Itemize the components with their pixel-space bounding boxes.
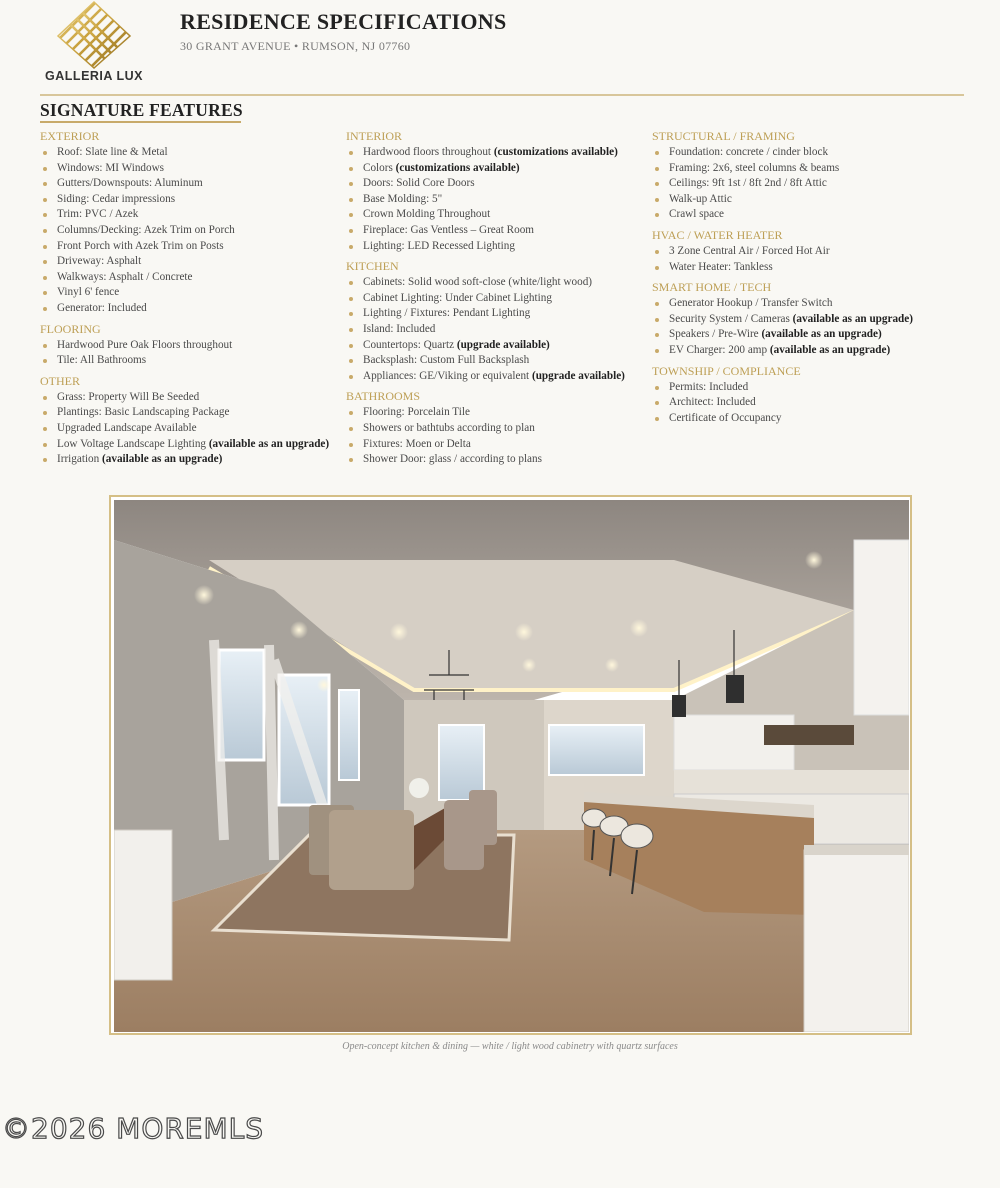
feature-item	[652, 161, 952, 177]
feature-list	[652, 244, 952, 275]
feature-text: Foundation: concrete / cinder block	[669, 146, 829, 158]
feature-item	[652, 296, 952, 312]
feature-text: Columns/Decking: Azek Trim on Porch	[57, 223, 235, 236]
feature-item	[652, 207, 952, 223]
feature-item	[652, 312, 952, 328]
feature-text: Speakers / Pre-Wire	[669, 328, 762, 341]
feature-item	[652, 176, 952, 192]
category-heading: INTERIOR	[346, 129, 402, 143]
feature-item	[346, 275, 646, 291]
category-heading: STRUCTURAL / FRAMING	[652, 129, 795, 143]
feature-text: Crown Molding Throughout	[363, 208, 491, 221]
feature-text: Tile: All Bathrooms	[57, 354, 147, 367]
feature-item	[40, 338, 340, 354]
feature-item	[346, 322, 646, 338]
feature-text: Base Molding: 5"	[363, 192, 443, 205]
feature-item	[652, 260, 952, 276]
feature-list	[346, 275, 646, 384]
feature-item	[40, 207, 340, 223]
feature-list	[652, 380, 952, 427]
feature-text: Shower Door: glass / according to plans	[363, 453, 542, 466]
feature-text: Architect: Included	[669, 396, 756, 409]
feature-item	[346, 145, 646, 161]
photo-caption: Open-concept kitchen & dining — white / light wood cabinetry with quartz surfaces	[342, 1041, 678, 1052]
header-divider	[40, 94, 964, 96]
feature-item	[346, 437, 646, 453]
spec-column-2	[346, 128, 646, 468]
feature-item	[346, 223, 646, 239]
feature-text: Lighting / Fixtures: Pendant Lighting	[363, 307, 531, 320]
upgrade-note: (available as an upgrade)	[769, 343, 891, 356]
section-title: SIGNATURE FEATURES	[40, 100, 243, 120]
feature-list	[40, 338, 340, 369]
feature-list	[652, 296, 952, 358]
feature-text: Upgraded Landscape Available	[57, 421, 197, 434]
feature-text: Front Porch with Azek Trim on Posts	[57, 239, 224, 252]
feature-item	[40, 145, 340, 161]
feature-item	[40, 161, 340, 177]
feature-text: Permits: Included	[669, 380, 749, 393]
category-heading: OTHER	[40, 373, 80, 388]
feature-list	[346, 145, 646, 254]
category-heading: TOWNSHIP / COMPLIANCE	[652, 363, 801, 378]
feature-list	[652, 145, 952, 223]
feature-text: Backsplash: Custom Full Backsplash	[363, 354, 530, 367]
spec-column-1	[40, 128, 340, 468]
category-heading: KITCHEN	[346, 259, 399, 274]
feature-item	[40, 176, 340, 192]
upgrade-note: (customizations available)	[493, 146, 618, 158]
feature-text: Framing: 2x6, steel columns & beams	[669, 161, 840, 174]
category-heading: BATHROOMS	[346, 389, 421, 404]
feature-text: Walkways: Asphalt / Concrete	[57, 270, 193, 283]
feature-item	[40, 421, 340, 437]
feature-text: Doors: Solid Core Doors	[363, 177, 475, 190]
feature-text: Lighting: LED Recessed Lighting	[363, 239, 515, 252]
feature-item	[40, 239, 340, 255]
feature-item	[346, 192, 646, 208]
feature-item	[40, 353, 340, 369]
feature-text: Roof: Slate line & Metal	[57, 146, 168, 158]
feature-item	[652, 327, 952, 343]
feature-list	[40, 145, 340, 317]
feature-item	[346, 207, 646, 223]
feature-list	[346, 405, 646, 467]
feature-text: Windows: MI Windows	[57, 161, 165, 174]
upgrade-note: (upgrade available)	[531, 369, 625, 382]
feature-text: EV Charger: 200 amp	[669, 343, 770, 356]
feature-text: Island: Included	[363, 322, 436, 335]
feature-text: Hardwood floors throughout	[363, 146, 494, 158]
category-heading: FLOORING	[40, 321, 101, 336]
feature-text: Colors	[363, 161, 396, 174]
feature-item	[346, 452, 646, 468]
feature-item	[346, 239, 646, 255]
kitchen-dining-image	[114, 500, 909, 1032]
feature-item	[652, 411, 952, 427]
feature-item	[40, 285, 340, 301]
feature-text: Plantings: Basic Landscaping Package	[57, 406, 230, 419]
feature-item	[40, 270, 340, 286]
logo-emblem-icon	[56, 0, 132, 70]
feature-item	[346, 338, 646, 354]
feature-text: Walk-up Attic	[669, 192, 732, 205]
feature-text: Vinyl 6' fence	[57, 286, 120, 299]
feature-text: Certificate of Occupancy	[669, 411, 782, 424]
feature-list	[40, 390, 340, 468]
feature-text: Appliances: GE/Viking or equivalent	[363, 369, 532, 382]
copyright-watermark: ©2026 MOREMLS	[2, 1112, 265, 1145]
feature-text: Cabinet Lighting: Under Cabinet Lighting	[363, 291, 552, 304]
feature-text: Fixtures: Moen or Delta	[363, 437, 471, 450]
feature-item	[652, 343, 952, 359]
feature-text: Generator Hookup / Transfer Switch	[669, 297, 833, 310]
feature-item	[40, 437, 340, 453]
feature-text: Hardwood Pure Oak Floors throughout	[57, 338, 233, 351]
feature-text: Gutters/Downspouts: Aluminum	[57, 177, 203, 190]
feature-text: Crawl space	[669, 208, 724, 221]
feature-text: Flooring: Porcelain Tile	[363, 406, 470, 419]
feature-text: Grass: Property Will Be Seeded	[57, 390, 200, 403]
feature-text: Cabinets: Solid wood soft-close (white/light wood)	[363, 276, 593, 289]
galleria-lux-logo	[44, 0, 144, 92]
feature-text: Security System / Cameras	[669, 312, 793, 325]
feature-item	[40, 254, 340, 270]
page-title: RESIDENCE SPECIFICATIONS	[180, 9, 507, 34]
category-heading: EXTERIOR	[40, 129, 100, 143]
spec-column-3	[652, 128, 952, 426]
upgrade-note: (available as an upgrade)	[792, 312, 913, 325]
feature-item	[346, 353, 646, 369]
feature-item	[40, 390, 340, 406]
feature-item	[652, 145, 952, 161]
property-address: 30 GRANT AVENUE • RUMSON, NJ 07760	[180, 39, 411, 53]
feature-item	[652, 395, 952, 411]
feature-item	[346, 176, 646, 192]
feature-item	[40, 223, 340, 239]
feature-text: Irrigation	[57, 453, 103, 466]
feature-text: Countertops: Quartz	[363, 338, 457, 351]
feature-item	[40, 452, 340, 468]
feature-item	[346, 405, 646, 421]
feature-item	[346, 306, 646, 322]
feature-text: Showers or bathtubs according to plan	[363, 421, 535, 434]
feature-item	[346, 369, 646, 385]
logo-wordmark: GALLERIA LUX	[45, 69, 143, 83]
category-heading: HVAC / WATER HEATER	[652, 227, 783, 242]
feature-item	[346, 161, 646, 177]
upgrade-note: (customizations available)	[395, 161, 520, 174]
upgrade-note: (available as an upgrade)	[761, 328, 882, 341]
category-heading: SMART HOME / TECH	[652, 280, 772, 295]
feature-text: Fireplace: Gas Ventless – Great Room	[363, 223, 534, 236]
feature-text: Water Heater: Tankless	[669, 260, 773, 273]
feature-item	[652, 244, 952, 260]
feature-text: Siding: Cedar impressions	[57, 192, 176, 205]
feature-item	[346, 291, 646, 307]
upgrade-note: (available as an upgrade)	[208, 437, 330, 450]
section-title-underline	[40, 121, 241, 123]
feature-item	[40, 301, 340, 317]
feature-text: Low Voltage Landscape Lighting	[57, 437, 209, 450]
feature-text: Ceilings: 9ft 1st / 8ft 2nd / 8ft Attic	[669, 177, 827, 190]
feature-item	[40, 192, 340, 208]
feature-item	[652, 192, 952, 208]
upgrade-note: (upgrade available)	[456, 338, 550, 351]
feature-text: Trim: PVC / Azek	[57, 208, 139, 221]
feature-text: 3 Zone Central Air / Forced Hot Air	[669, 244, 830, 257]
feature-text: Driveway: Asphalt	[57, 255, 142, 268]
feature-text: Generator: Included	[57, 301, 147, 314]
feature-item	[652, 380, 952, 396]
feature-item	[346, 421, 646, 437]
kitchen-rendering-photo	[109, 495, 912, 1035]
feature-item	[40, 405, 340, 421]
upgrade-note: (available as an upgrade)	[102, 453, 223, 466]
